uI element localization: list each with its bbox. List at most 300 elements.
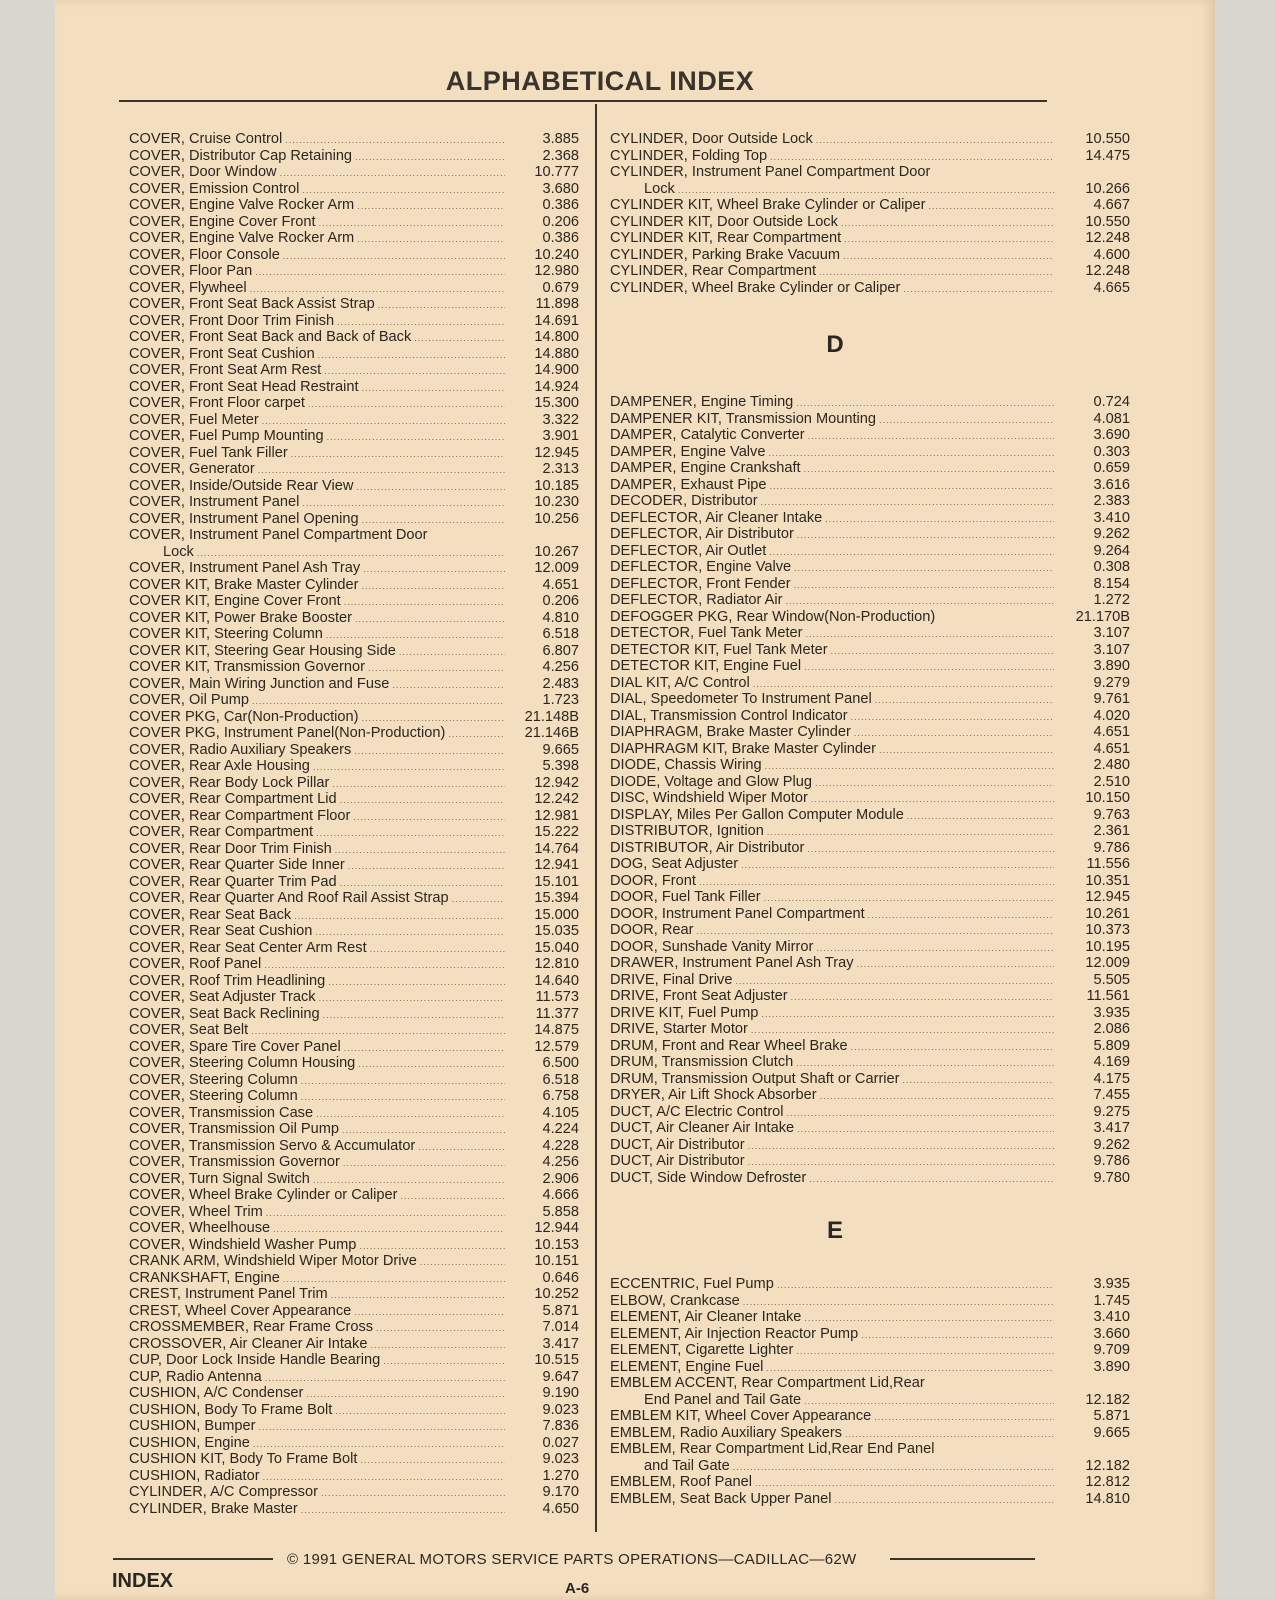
entry-label: DIAL, Transmission Control Indicator	[610, 707, 848, 724]
entry-reference: 3.901	[542, 428, 579, 444]
index-entry	[610, 658, 1130, 675]
entry-reference: 2.361	[1093, 823, 1130, 839]
entry-reference: 4.665	[1093, 279, 1130, 296]
entry-reference: 10.261	[1085, 905, 1130, 922]
entry-reference: 21.148B	[524, 708, 579, 725]
entry-reference: 14.900	[534, 362, 579, 378]
dot-leader	[777, 1277, 1054, 1294]
index-entry	[129, 1171, 579, 1188]
index-entry	[129, 1187, 579, 1204]
index-entry	[610, 1392, 1130, 1409]
dot-leader	[262, 413, 505, 430]
dot-leader	[323, 1007, 505, 1024]
dot-leader	[363, 561, 505, 578]
entry-label: CREST, Wheel Cover Appearance	[129, 1302, 352, 1319]
dot-leader	[301, 1089, 505, 1106]
entry-label: COVER, Front Seat Head Restraint	[129, 378, 359, 395]
entry-label: DIAL KIT, A/C Control	[610, 674, 750, 691]
dot-leader	[357, 231, 505, 248]
index-entry	[129, 544, 579, 561]
entry-reference: 12.941	[534, 857, 579, 873]
letter-heading-e: E	[826, 1217, 843, 1244]
entry-reference: 15.000	[534, 906, 579, 923]
dot-leader	[335, 1403, 505, 1420]
entry-label: DRIVE, Starter Motor	[610, 1021, 748, 1037]
entry-label: COVER, Instrument Panel Ash Tray	[129, 560, 361, 576]
dot-leader	[360, 1452, 505, 1469]
entry-reference: 12.980	[534, 263, 579, 279]
entry-reference: 14.880	[534, 345, 579, 362]
index-entry	[610, 247, 1130, 264]
index-entry	[610, 411, 1130, 428]
entry-reference: 5.809	[1093, 1037, 1130, 1054]
entry-label: COVER, Engine Valve Rocker Arm	[129, 197, 355, 213]
entry-label: DOOR, Sunshade Vanity Mirror	[610, 938, 814, 955]
entry-label: DAMPER, Catalytic Converter	[610, 427, 805, 443]
dot-leader	[318, 347, 505, 364]
index-entry	[610, 1087, 1130, 1104]
entry-reference: 9.786	[1093, 839, 1130, 856]
entry-label: EMBLEM KIT, Wheel Cover Appearance	[610, 1408, 872, 1424]
entry-reference: 9.786	[1093, 1153, 1130, 1169]
entry-label: COVER KIT, Engine Cover Front	[129, 593, 341, 609]
dot-leader	[907, 808, 1054, 825]
index-entry	[610, 477, 1130, 494]
entry-reference: 10.230	[534, 494, 579, 510]
dot-leader	[787, 1105, 1054, 1122]
index-entry	[129, 808, 579, 825]
entry-label: COVER KIT, Steering Gear Housing Side	[129, 642, 396, 659]
entry-label: COVER, Front Seat Back and Back of Back	[129, 329, 412, 345]
index-entry	[610, 1474, 1130, 1491]
entry-label: COVER, Transmission Governor	[129, 1154, 340, 1170]
dot-leader	[857, 956, 1054, 973]
dot-leader	[770, 478, 1054, 495]
dot-leader	[264, 957, 505, 974]
entry-reference: 10.550	[1085, 213, 1130, 230]
entry-label: DISPLAY, Miles Per Gallon Computer Module	[610, 806, 904, 823]
dot-leader	[815, 775, 1054, 792]
right-column	[610, 131, 1130, 1507]
dot-leader	[785, 593, 1054, 610]
index-entry	[129, 1088, 579, 1105]
index-entry	[610, 131, 1130, 148]
entry-reference: 3.890	[1093, 1358, 1130, 1375]
entry-reference: 15.394	[534, 890, 579, 906]
entry-reference: 9.262	[1093, 1136, 1130, 1153]
index-entry	[129, 791, 579, 808]
entry-reference: 21.170B	[1075, 608, 1130, 625]
dot-leader	[414, 330, 505, 347]
index-entry	[129, 1418, 579, 1435]
entry-reference: 12.182	[1085, 1391, 1130, 1408]
copyright-footer: © 1991 GENERAL MOTORS SERVICE PARTS OPERATIONS—CADILLAC—62W	[287, 1551, 857, 1568]
index-entry	[129, 1138, 579, 1155]
index-entry	[610, 543, 1130, 560]
index-entry	[129, 857, 579, 874]
dot-leader	[301, 1502, 505, 1519]
dot-leader	[418, 1139, 505, 1156]
dot-leader	[831, 643, 1054, 660]
index-entry	[610, 807, 1130, 824]
index-entry	[129, 478, 579, 495]
index-entry	[129, 428, 579, 445]
entry-reference: 12.579	[534, 1038, 579, 1055]
entry-reference: 7.014	[542, 1319, 579, 1335]
entry-label: CUSHION, Bumper	[129, 1418, 256, 1434]
entry-label: CROSSMEMBER, Rear Frame Cross	[129, 1319, 374, 1335]
dot-leader	[854, 725, 1054, 742]
entry-reference: 14.764	[534, 840, 579, 857]
index-entry	[129, 1237, 579, 1254]
entry-label: CYLINDER, Rear Compartment	[610, 263, 816, 279]
index-entry	[129, 362, 579, 379]
index-entry	[129, 973, 579, 990]
dot-leader	[861, 1327, 1054, 1344]
entry-label: ELEMENT, Engine Fuel	[610, 1358, 764, 1375]
index-entry	[610, 939, 1130, 956]
entry-reference: 11.561	[1086, 988, 1130, 1004]
entry-label: DECODER, Distributor	[610, 493, 758, 509]
entry-reference: 2.368	[542, 147, 579, 164]
dot-leader	[337, 314, 505, 331]
entry-label: COVER, Wheel Trim	[129, 1203, 263, 1220]
dot-leader	[328, 974, 505, 991]
index-entry	[129, 181, 579, 198]
dot-leader	[376, 1320, 505, 1337]
dot-leader	[844, 231, 1054, 248]
entry-label: DIAPHRAGM KIT, Brake Master Cylinder	[610, 740, 876, 757]
dot-leader	[851, 1039, 1054, 1056]
dot-leader	[319, 215, 505, 232]
index-entry	[610, 790, 1130, 807]
index-entry	[129, 890, 579, 907]
entry-label: COVER, Seat Back Reclining	[129, 1005, 320, 1022]
entry-label: COVER, Fuel Tank Filler	[129, 444, 288, 461]
index-entry	[610, 1375, 1130, 1392]
entry-label: DUCT, Air Distributor	[610, 1136, 745, 1153]
index-entry	[610, 625, 1130, 642]
entry-reference: 10.195	[1085, 938, 1130, 955]
index-entry	[610, 1038, 1130, 1055]
entry-reference: 4.169	[1093, 1054, 1130, 1070]
index-entry	[129, 659, 579, 676]
dot-leader	[755, 1475, 1054, 1492]
dot-leader	[794, 577, 1054, 594]
entry-label: DOG, Seat Adjuster	[610, 856, 739, 872]
dot-leader	[804, 1310, 1054, 1327]
dot-leader	[834, 1492, 1054, 1509]
dot-leader	[819, 264, 1054, 281]
index-entry	[129, 841, 579, 858]
dot-leader	[903, 1072, 1054, 1089]
entry-reference: 2.313	[542, 461, 579, 477]
entry-reference: 9.023	[542, 1401, 579, 1418]
entry-label: DEFLECTOR, Front Fender	[610, 575, 791, 592]
index-entry	[610, 214, 1130, 231]
dot-leader	[368, 660, 505, 677]
entry-label: COVER, Generator	[129, 461, 255, 477]
dot-leader	[452, 891, 505, 908]
entry-label: COVER, Roof Trim Headlining	[129, 972, 326, 989]
entry-reference: 12.810	[534, 956, 579, 972]
dot-leader	[313, 759, 505, 776]
dot-leader	[807, 841, 1054, 858]
entry-label: CRANKSHAFT, Engine	[129, 1269, 280, 1286]
index-entry	[129, 1303, 579, 1320]
index-entry	[129, 511, 579, 528]
entry-reference: 3.616	[1093, 476, 1130, 493]
entry-reference: 4.256	[542, 659, 579, 675]
entry-label: COVER KIT, Brake Master Cylinder	[129, 576, 359, 593]
dot-leader	[340, 792, 505, 809]
entry-label: COVER, Main Wiring Junction and Fuse	[129, 675, 390, 692]
entry-reference: 0.679	[542, 279, 579, 296]
entry-reference: 6.500	[542, 1055, 579, 1071]
entry-reference: 9.761	[1093, 691, 1130, 707]
index-entry	[610, 741, 1130, 758]
entry-label: COVER, Rear Compartment Lid	[129, 791, 337, 807]
dot-leader	[251, 1023, 505, 1040]
entry-label: DRYER, Air Lift Shock Absorber	[610, 1087, 817, 1103]
dot-leader	[845, 1426, 1054, 1443]
entry-label: DEFLECTOR, Air Cleaner Intake	[610, 509, 823, 526]
dot-leader	[678, 182, 1054, 199]
index-entry	[610, 263, 1130, 280]
index-entry	[129, 593, 579, 610]
entry-label: CUSHION, A/C Condenser	[129, 1385, 304, 1401]
entry-label: COVER, Front Seat Back Assist Strap	[129, 296, 375, 312]
dot-leader	[315, 924, 505, 941]
index-entry	[129, 1385, 579, 1402]
entry-reference: 8.154	[1093, 575, 1130, 592]
index-entry	[610, 1309, 1130, 1326]
entry-reference: 2.086	[1093, 1021, 1130, 1037]
index-entry	[129, 445, 579, 462]
entry-reference: 12.248	[1085, 263, 1130, 279]
entry-reference: 10.373	[1085, 922, 1130, 938]
index-entry	[129, 197, 579, 214]
index-entry	[129, 1072, 579, 1089]
entry-label: CYLINDER, Folding Top	[610, 147, 768, 164]
entry-reference: 9.190	[542, 1385, 579, 1401]
entry-label: COVER, Fuel Meter	[129, 411, 259, 428]
section-label: INDEX	[112, 1570, 174, 1592]
dot-leader	[816, 940, 1054, 957]
entry-reference: 4.256	[542, 1154, 579, 1170]
entry-reference: 12.945	[1085, 889, 1130, 905]
dot-leader	[283, 1271, 505, 1288]
dot-leader	[929, 198, 1055, 215]
index-entry	[129, 1253, 579, 1270]
entry-label: DRUM, Transmission Output Shaft or Carrier	[610, 1070, 900, 1087]
entry-reference: 1.272	[1093, 592, 1130, 608]
left-column	[129, 131, 579, 1517]
entry-label: COVER, Flywheel	[129, 279, 247, 296]
dot-leader	[253, 1436, 505, 1453]
dot-leader	[796, 395, 1054, 412]
dot-leader	[273, 1221, 505, 1238]
entry-label: DRAWER, Instrument Panel Ash Tray	[610, 955, 854, 971]
dot-leader	[743, 1294, 1054, 1311]
index-entry	[610, 1137, 1130, 1154]
entry-label: COVER, Rear Seat Center Arm Rest	[129, 939, 367, 956]
index-entry	[129, 560, 579, 577]
dot-leader	[319, 990, 505, 1007]
index-entry	[129, 230, 579, 247]
entry-label: CUSHION KIT, Body To Frame Bolt	[129, 1451, 358, 1467]
entry-label: COVER, Rear Door Trim Finish	[129, 840, 332, 857]
entry-reference: 4.105	[542, 1104, 579, 1121]
index-entry	[610, 873, 1130, 890]
dot-leader	[302, 182, 505, 199]
index-entry	[610, 823, 1130, 840]
entry-label: DISC, Windshield Wiper Motor	[610, 790, 808, 806]
index-entry	[610, 1071, 1130, 1088]
e-entries	[610, 1276, 1130, 1507]
dot-leader	[308, 396, 505, 413]
entry-reference: 14.875	[534, 1022, 579, 1038]
entry-label: CYLINDER, Wheel Brake Cylinder or Caliper	[610, 279, 901, 296]
dot-leader	[343, 1155, 505, 1172]
index-entry	[610, 427, 1130, 444]
index-entry	[129, 1154, 579, 1171]
dot-leader	[306, 1386, 505, 1403]
entry-reference: 9.023	[542, 1451, 579, 1467]
entry-label: COVER, Inside/Outside Rear View	[129, 477, 354, 494]
entry-reference: 0.386	[542, 230, 579, 246]
footer-rule-left	[113, 1558, 273, 1560]
entry-reference: 4.081	[1093, 410, 1130, 427]
entry-reference: 3.107	[1093, 641, 1130, 658]
entry-label: DIAL, Speedometer To Instrument Panel	[610, 691, 872, 707]
entry-label: CYLINDER, Instrument Panel Compartment Door	[610, 164, 931, 180]
index-entry	[129, 956, 579, 973]
entry-label: EMBLEM ACCENT, Rear Compartment Lid,Rear	[610, 1375, 925, 1391]
dot-leader	[302, 495, 505, 512]
dot-leader	[699, 874, 1054, 891]
entry-label: COVER, Front Door Trim Finish	[129, 312, 335, 329]
entry-label: End Panel and Tail Gate	[644, 1391, 802, 1408]
index-entry	[129, 1319, 579, 1336]
dot-leader	[357, 198, 505, 215]
entry-label: DOOR, Instrument Panel Compartment	[610, 905, 865, 922]
dot-leader	[748, 1154, 1054, 1171]
entry-label: DRIVE KIT, Fuel Pump	[610, 1004, 759, 1021]
entry-label: DEFLECTOR, Engine Valve	[610, 559, 792, 575]
dot-leader	[353, 809, 505, 826]
index-entry	[610, 642, 1130, 659]
entry-reference: 9.262	[1093, 526, 1130, 542]
entry-reference: 15.300	[534, 395, 579, 411]
entry-label: COVER, Spare Tire Cover Panel	[129, 1038, 341, 1055]
entry-reference: 4.651	[1093, 740, 1130, 757]
dot-leader	[796, 1055, 1054, 1072]
entry-label: CYLINDER, A/C Compressor	[129, 1484, 318, 1500]
entry-reference: 10.256	[534, 510, 579, 527]
entry-label: COVER, Front Floor carpet	[129, 395, 305, 411]
dot-leader	[344, 1040, 505, 1057]
entry-reference: 11.898	[535, 296, 579, 312]
dot-leader	[354, 743, 505, 760]
entry-reference: 9.780	[1093, 1169, 1130, 1186]
dot-leader	[875, 692, 1054, 709]
dot-leader	[735, 973, 1054, 990]
index-entry	[610, 889, 1130, 906]
index-entry	[129, 692, 579, 709]
dot-leader	[331, 1287, 505, 1304]
index-entry	[610, 1054, 1130, 1071]
index-entry	[129, 940, 579, 957]
c-entries	[610, 131, 1130, 296]
entry-reference: 0.646	[542, 1269, 579, 1286]
dot-leader	[342, 1122, 505, 1139]
entry-reference: 0.659	[1093, 460, 1130, 476]
entry-label: CREST, Instrument Panel Trim	[129, 1286, 328, 1302]
index-entry	[610, 164, 1130, 181]
entry-label: DAMPER, Engine Crankshaft	[610, 460, 801, 476]
entry-label: CUSHION, Body To Frame Bolt	[129, 1401, 333, 1418]
dot-leader	[804, 659, 1054, 676]
entry-label: COVER, Turn Signal Switch	[129, 1170, 310, 1187]
index-entry	[610, 1441, 1130, 1458]
entry-label: COVER KIT, Steering Column	[129, 626, 323, 642]
entry-label: DEFOGGER PKG, Rear Window(Non-Production)	[610, 608, 936, 625]
dot-leader	[768, 445, 1054, 462]
index-entry	[610, 972, 1130, 989]
index-entry	[610, 840, 1130, 857]
entry-reference: 0.206	[542, 213, 579, 230]
dot-leader	[797, 1121, 1054, 1138]
entry-reference: 7.455	[1093, 1087, 1130, 1103]
entry-label: DUCT, A/C Electric Control	[610, 1103, 784, 1120]
entry-label: COVER, Steering Column	[129, 1071, 298, 1088]
index-entry	[610, 774, 1130, 791]
dot-leader	[266, 1205, 505, 1222]
entry-label: EMBLEM, Rear Compartment Lid,Rear End Panel	[610, 1441, 935, 1457]
entry-label: COVER, Rear Compartment Floor	[129, 807, 351, 824]
index-entry	[129, 775, 579, 792]
dot-leader	[335, 842, 505, 859]
index-entry	[129, 1204, 579, 1221]
dot-leader	[250, 281, 505, 298]
index-entry	[129, 1220, 579, 1237]
entry-label: COVER, Cruise Control	[129, 131, 283, 147]
entry-label: COVER, Radio Auxiliary Speakers	[129, 741, 352, 758]
index-entry	[610, 493, 1130, 510]
dot-leader	[355, 611, 505, 628]
index-entry	[129, 1270, 579, 1287]
entry-reference: 3.322	[542, 411, 579, 428]
index-entry	[610, 526, 1130, 543]
dot-leader	[820, 1088, 1054, 1105]
entry-reference: 9.275	[1093, 1103, 1130, 1120]
dot-leader	[816, 132, 1054, 149]
footer-rule-right	[890, 1558, 1035, 1560]
entry-reference: 2.510	[1093, 773, 1130, 790]
entry-reference: 0.206	[542, 593, 579, 609]
entry-label: COVER, Wheel Brake Cylinder or Caliper	[129, 1187, 398, 1203]
index-entry	[129, 676, 579, 693]
index-entry	[610, 724, 1130, 741]
index-entry	[610, 922, 1130, 939]
dot-leader	[359, 1238, 505, 1255]
entry-reference: 4.667	[1093, 197, 1130, 213]
entry-label: CUP, Radio Antenna	[129, 1368, 262, 1385]
dot-leader	[766, 1360, 1054, 1377]
entry-label: CYLINDER KIT, Door Outside Lock	[610, 213, 838, 230]
entry-reference: 6.518	[542, 626, 579, 642]
